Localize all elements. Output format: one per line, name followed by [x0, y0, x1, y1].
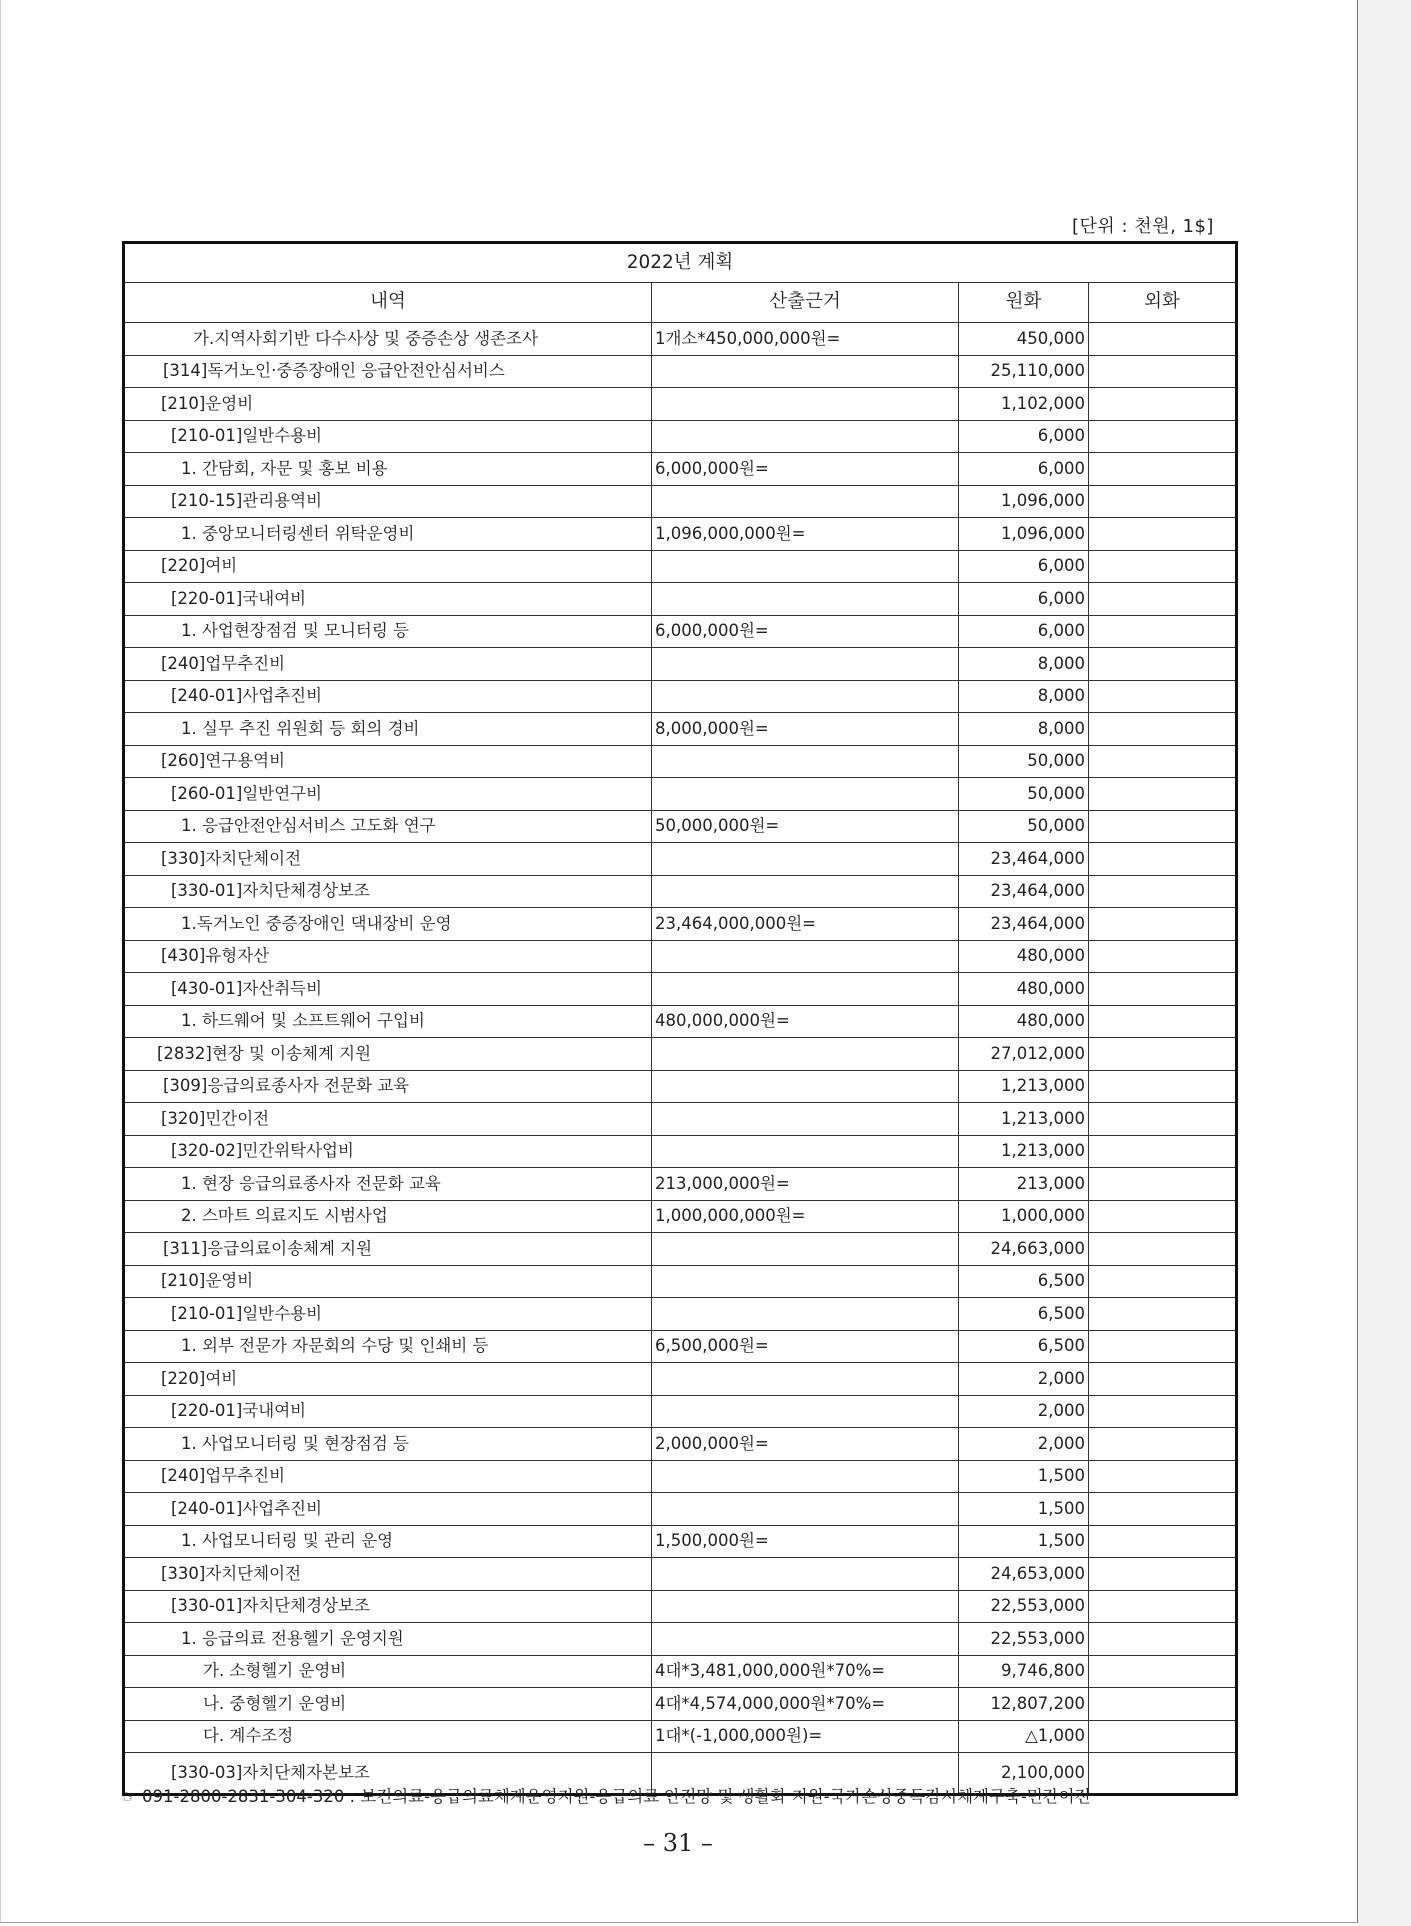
table-row	[124, 323, 1237, 356]
row-basis	[652, 1493, 959, 1526]
row-krw-amount: 25,110,000	[959, 355, 1089, 388]
row-description: [220-01]국내여비	[124, 583, 652, 616]
row-description: [330-03]자치단체자본보조	[124, 1753, 652, 1795]
row-fx-amount	[1089, 648, 1237, 681]
row-fx-amount	[1089, 355, 1237, 388]
row-description: 1. 사업모니터링 및 관리 운영	[124, 1525, 652, 1558]
row-fx-amount	[1089, 518, 1237, 551]
row-krw-amount: 50,000	[959, 778, 1089, 811]
row-basis	[652, 388, 959, 421]
table-row	[124, 1525, 1237, 1558]
row-fx-amount	[1089, 1688, 1237, 1721]
row-description: 1. 응급의료 전용헬기 운영지원	[124, 1623, 652, 1656]
row-description: [330-01]자치단체경상보조	[124, 875, 652, 908]
row-description: [220]여비	[124, 550, 652, 583]
row-basis	[652, 1558, 959, 1591]
row-krw-amount: 23,464,000	[959, 843, 1089, 876]
row-krw-amount: 12,807,200	[959, 1688, 1089, 1721]
table-row	[124, 713, 1237, 746]
row-basis	[652, 1623, 959, 1656]
row-fx-amount	[1089, 940, 1237, 973]
row-description: [330]자치단체이전	[124, 1558, 652, 1591]
row-description: [320]민간이전	[124, 1103, 652, 1136]
row-fx-amount	[1089, 908, 1237, 941]
table-row	[124, 1005, 1237, 1038]
row-basis	[652, 648, 959, 681]
row-fx-amount	[1089, 1655, 1237, 1688]
row-description: 1. 간담회, 자문 및 홍보 비용	[124, 453, 652, 486]
row-basis	[652, 778, 959, 811]
table-row	[124, 843, 1237, 876]
row-krw-amount: 480,000	[959, 973, 1089, 1006]
row-krw-amount: 480,000	[959, 1005, 1089, 1038]
row-krw-amount: 24,663,000	[959, 1233, 1089, 1266]
row-fx-amount	[1089, 485, 1237, 518]
table-body	[124, 323, 1237, 1795]
table-row	[124, 810, 1237, 843]
row-basis	[652, 1363, 959, 1396]
table-row	[124, 1428, 1237, 1461]
row-basis	[652, 1590, 959, 1623]
row-description: [430-01]자산취득비	[124, 973, 652, 1006]
row-basis: 1개소*450,000,000원=	[652, 323, 959, 356]
row-krw-amount: 6,500	[959, 1330, 1089, 1363]
row-description: [210-15]관리용역비	[124, 485, 652, 518]
row-description: [330]자치단체이전	[124, 843, 652, 876]
row-basis: 6,000,000원=	[652, 615, 959, 648]
row-krw-amount: 1,213,000	[959, 1070, 1089, 1103]
row-krw-amount: 6,000	[959, 550, 1089, 583]
table-row	[124, 1590, 1237, 1623]
row-krw-amount: 2,000	[959, 1395, 1089, 1428]
row-krw-amount: 6,000	[959, 453, 1089, 486]
row-description: 가. 소형헬기 운영비	[124, 1655, 652, 1688]
header-description: 내역	[124, 283, 652, 323]
row-description: 1. 현장 응급의료종사자 전문화 교육	[124, 1168, 652, 1201]
row-fx-amount	[1089, 1200, 1237, 1233]
table-row	[124, 453, 1237, 486]
row-basis	[652, 843, 959, 876]
row-description: 1.독거노인 중증장애인 댁내장비 운영	[124, 908, 652, 941]
row-basis	[652, 680, 959, 713]
row-fx-amount	[1089, 973, 1237, 1006]
row-fx-amount	[1089, 713, 1237, 746]
row-basis: 1대*(-1,000,000원)=	[652, 1720, 959, 1753]
table-row	[124, 615, 1237, 648]
row-fx-amount	[1089, 1233, 1237, 1266]
table-row	[124, 648, 1237, 681]
table-row	[124, 1298, 1237, 1331]
row-basis: 23,464,000,000원=	[652, 908, 959, 941]
table-row	[124, 908, 1237, 941]
row-fx-amount	[1089, 615, 1237, 648]
row-fx-amount	[1089, 1493, 1237, 1526]
table-row	[124, 1395, 1237, 1428]
row-basis	[652, 1038, 959, 1071]
row-fx-amount	[1089, 583, 1237, 616]
row-basis	[652, 1135, 959, 1168]
row-description: [240-01]사업추진비	[124, 1493, 652, 1526]
budget-table	[122, 241, 1238, 1796]
row-fx-amount	[1089, 1005, 1237, 1038]
row-basis	[652, 1265, 959, 1298]
row-fx-amount	[1089, 1395, 1237, 1428]
table-row	[124, 1135, 1237, 1168]
row-description: 다. 계수조정	[124, 1720, 652, 1753]
row-basis	[652, 485, 959, 518]
row-krw-amount: 50,000	[959, 810, 1089, 843]
table-row	[124, 1688, 1237, 1721]
row-krw-amount: 1,500	[959, 1460, 1089, 1493]
row-krw-amount: 2,100,000	[959, 1753, 1089, 1795]
row-fx-amount	[1089, 810, 1237, 843]
row-description: 1. 사업현장점검 및 모니터링 등	[124, 615, 652, 648]
row-description: 1. 외부 전문가 자문회의 수당 및 인쇄비 등	[124, 1330, 652, 1363]
row-basis	[652, 420, 959, 453]
row-fx-amount	[1089, 1525, 1237, 1558]
table-row	[124, 1070, 1237, 1103]
table-row	[124, 1330, 1237, 1363]
table-row	[124, 1200, 1237, 1233]
table-row	[124, 583, 1237, 616]
row-description: [330-01]자치단체경상보조	[124, 1590, 652, 1623]
row-basis: 6,500,000원=	[652, 1330, 959, 1363]
row-krw-amount: 6,000	[959, 615, 1089, 648]
row-description: [311]응급의료이송체계 지원	[124, 1233, 652, 1266]
footnote: ☞ 091-2800-2831-304-320 : 보건의료-응급의료체계운영지원-응급의료 안전망 및 생활화 지원-국가손상중독감시체계구축-민간이전	[122, 1787, 1091, 1806]
row-basis	[652, 355, 959, 388]
row-description: [260]연구용역비	[124, 745, 652, 778]
table-row	[124, 1038, 1237, 1071]
row-description: 2. 스마트 의료지도 시범사업	[124, 1200, 652, 1233]
row-basis	[652, 1395, 959, 1428]
row-basis: 6,000,000원=	[652, 453, 959, 486]
table-row	[124, 875, 1237, 908]
table-row	[124, 1493, 1237, 1526]
row-fx-amount	[1089, 843, 1237, 876]
row-krw-amount: 27,012,000	[959, 1038, 1089, 1071]
row-krw-amount: 22,553,000	[959, 1590, 1089, 1623]
row-basis: 8,000,000원=	[652, 713, 959, 746]
row-krw-amount: 2,000	[959, 1363, 1089, 1396]
row-description: [240]업무추진비	[124, 648, 652, 681]
row-basis	[652, 745, 959, 778]
row-krw-amount: 1,500	[959, 1525, 1089, 1558]
row-description: [240]업무추진비	[124, 1460, 652, 1493]
row-fx-amount	[1089, 1298, 1237, 1331]
row-basis	[652, 1070, 959, 1103]
row-krw-amount: 6,500	[959, 1298, 1089, 1331]
row-fx-amount	[1089, 1103, 1237, 1136]
table-row	[124, 1168, 1237, 1201]
row-krw-amount: 1,213,000	[959, 1103, 1089, 1136]
row-fx-amount	[1089, 388, 1237, 421]
row-krw-amount: 480,000	[959, 940, 1089, 973]
table-row	[124, 1363, 1237, 1396]
row-krw-amount: 450,000	[959, 323, 1089, 356]
row-description: [260-01]일반연구비	[124, 778, 652, 811]
table-row	[124, 1655, 1237, 1688]
row-description: [210]운영비	[124, 1265, 652, 1298]
table-row	[124, 1233, 1237, 1266]
row-basis	[652, 1298, 959, 1331]
row-description: 가.지역사회기반 다수사상 및 중증손상 생존조사	[124, 323, 652, 356]
row-fx-amount	[1089, 1558, 1237, 1591]
row-description: [220]여비	[124, 1363, 652, 1396]
table-row	[124, 1265, 1237, 1298]
row-fx-amount	[1089, 1428, 1237, 1461]
row-krw-amount: 8,000	[959, 713, 1089, 746]
table-row	[124, 680, 1237, 713]
row-krw-amount: 1,096,000	[959, 485, 1089, 518]
table-row	[124, 550, 1237, 583]
row-basis: 1,500,000원=	[652, 1525, 959, 1558]
row-fx-amount	[1089, 680, 1237, 713]
table-row	[124, 420, 1237, 453]
header-basis: 산출근거	[652, 283, 959, 323]
row-fx-amount	[1089, 1590, 1237, 1623]
row-description: [210-01]일반수용비	[124, 1298, 652, 1331]
row-fx-amount	[1089, 1038, 1237, 1071]
row-fx-amount	[1089, 745, 1237, 778]
row-basis	[652, 1460, 959, 1493]
table-row	[124, 388, 1237, 421]
table-row	[124, 973, 1237, 1006]
row-basis	[652, 875, 959, 908]
table-row	[124, 518, 1237, 551]
row-fx-amount	[1089, 1623, 1237, 1656]
row-fx-amount	[1089, 875, 1237, 908]
row-krw-amount: 6,500	[959, 1265, 1089, 1298]
row-fx-amount	[1089, 778, 1237, 811]
row-description: [240-01]사업추진비	[124, 680, 652, 713]
row-description: 나. 중형헬기 운영비	[124, 1688, 652, 1721]
row-krw-amount: 23,464,000	[959, 875, 1089, 908]
row-fx-amount	[1089, 550, 1237, 583]
table-row	[124, 1558, 1237, 1591]
row-description: [210-01]일반수용비	[124, 420, 652, 453]
row-description: [220-01]국내여비	[124, 1395, 652, 1428]
row-description: 1. 중앙모니터링센터 위탁운영비	[124, 518, 652, 551]
table-row	[124, 778, 1237, 811]
row-fx-amount	[1089, 453, 1237, 486]
row-krw-amount: 22,553,000	[959, 1623, 1089, 1656]
row-krw-amount: 1,102,000	[959, 388, 1089, 421]
row-basis: 4대*4,574,000,000원*70%=	[652, 1688, 959, 1721]
row-krw-amount: 2,000	[959, 1428, 1089, 1461]
row-basis: 480,000,000원=	[652, 1005, 959, 1038]
row-fx-amount	[1089, 323, 1237, 356]
row-basis: 1,000,000,000원=	[652, 1200, 959, 1233]
row-fx-amount	[1089, 1460, 1237, 1493]
page-number: – 31 –	[643, 1829, 713, 1857]
row-fx-amount	[1089, 1330, 1237, 1363]
row-krw-amount: △1,000	[959, 1720, 1089, 1753]
row-basis: 2,000,000원=	[652, 1428, 959, 1461]
header-fx: 외화	[1089, 283, 1237, 323]
row-fx-amount	[1089, 1720, 1237, 1753]
row-description: 1. 응급안전안심서비스 고도화 연구	[124, 810, 652, 843]
row-krw-amount: 24,653,000	[959, 1558, 1089, 1591]
row-description: [430]유형자산	[124, 940, 652, 973]
row-description: [210]운영비	[124, 388, 652, 421]
row-basis	[652, 550, 959, 583]
row-description: 1. 실무 추진 위원회 등 회의 경비	[124, 713, 652, 746]
table-row	[124, 355, 1237, 388]
row-description: 1. 하드웨어 및 소프트웨어 구입비	[124, 1005, 652, 1038]
row-description: 1. 사업모니터링 및 현장점검 등	[124, 1428, 652, 1461]
table-row	[124, 1623, 1237, 1656]
table-row	[124, 485, 1237, 518]
viewer-gutter	[1358, 0, 1411, 1926]
row-krw-amount: 1,000,000	[959, 1200, 1089, 1233]
row-krw-amount: 6,000	[959, 420, 1089, 453]
row-basis	[652, 940, 959, 973]
row-krw-amount: 8,000	[959, 648, 1089, 681]
row-fx-amount	[1089, 1135, 1237, 1168]
row-basis	[652, 1233, 959, 1266]
row-description: [320-02]민간위탁사업비	[124, 1135, 652, 1168]
row-fx-amount	[1089, 1168, 1237, 1201]
row-krw-amount: 50,000	[959, 745, 1089, 778]
table-row	[124, 1720, 1237, 1753]
row-krw-amount: 9,746,800	[959, 1655, 1089, 1688]
row-description: [309]응급의료종사자 전문화 교육	[124, 1070, 652, 1103]
row-description: [2832]현장 및 이송체계 지원	[124, 1038, 652, 1071]
row-basis: 213,000,000원=	[652, 1168, 959, 1201]
table-row	[124, 940, 1237, 973]
table-row	[124, 745, 1237, 778]
row-basis: 50,000,000원=	[652, 810, 959, 843]
row-fx-amount	[1089, 1363, 1237, 1396]
row-description: [314]독거노인·중증장애인 응급안전안심서비스	[124, 355, 652, 388]
row-krw-amount: 1,213,000	[959, 1135, 1089, 1168]
row-basis	[652, 583, 959, 616]
row-fx-amount	[1089, 1753, 1237, 1795]
row-basis	[652, 973, 959, 1006]
row-krw-amount: 213,000	[959, 1168, 1089, 1201]
row-basis: 1,096,000,000원=	[652, 518, 959, 551]
row-krw-amount: 1,500	[959, 1493, 1089, 1526]
table-row	[124, 1460, 1237, 1493]
table-title: 2022년 계획	[124, 243, 1237, 283]
header-krw: 원화	[959, 283, 1089, 323]
row-krw-amount: 8,000	[959, 680, 1089, 713]
row-fx-amount	[1089, 1265, 1237, 1298]
table-row	[124, 1103, 1237, 1136]
row-krw-amount: 23,464,000	[959, 908, 1089, 941]
unit-label: [단위 : 천원, 1$]	[1072, 216, 1214, 237]
row-fx-amount	[1089, 1070, 1237, 1103]
row-fx-amount	[1089, 420, 1237, 453]
row-basis	[652, 1103, 959, 1136]
row-krw-amount: 1,096,000	[959, 518, 1089, 551]
row-basis: 4대*3,481,000,000원*70%=	[652, 1655, 959, 1688]
row-krw-amount: 6,000	[959, 583, 1089, 616]
